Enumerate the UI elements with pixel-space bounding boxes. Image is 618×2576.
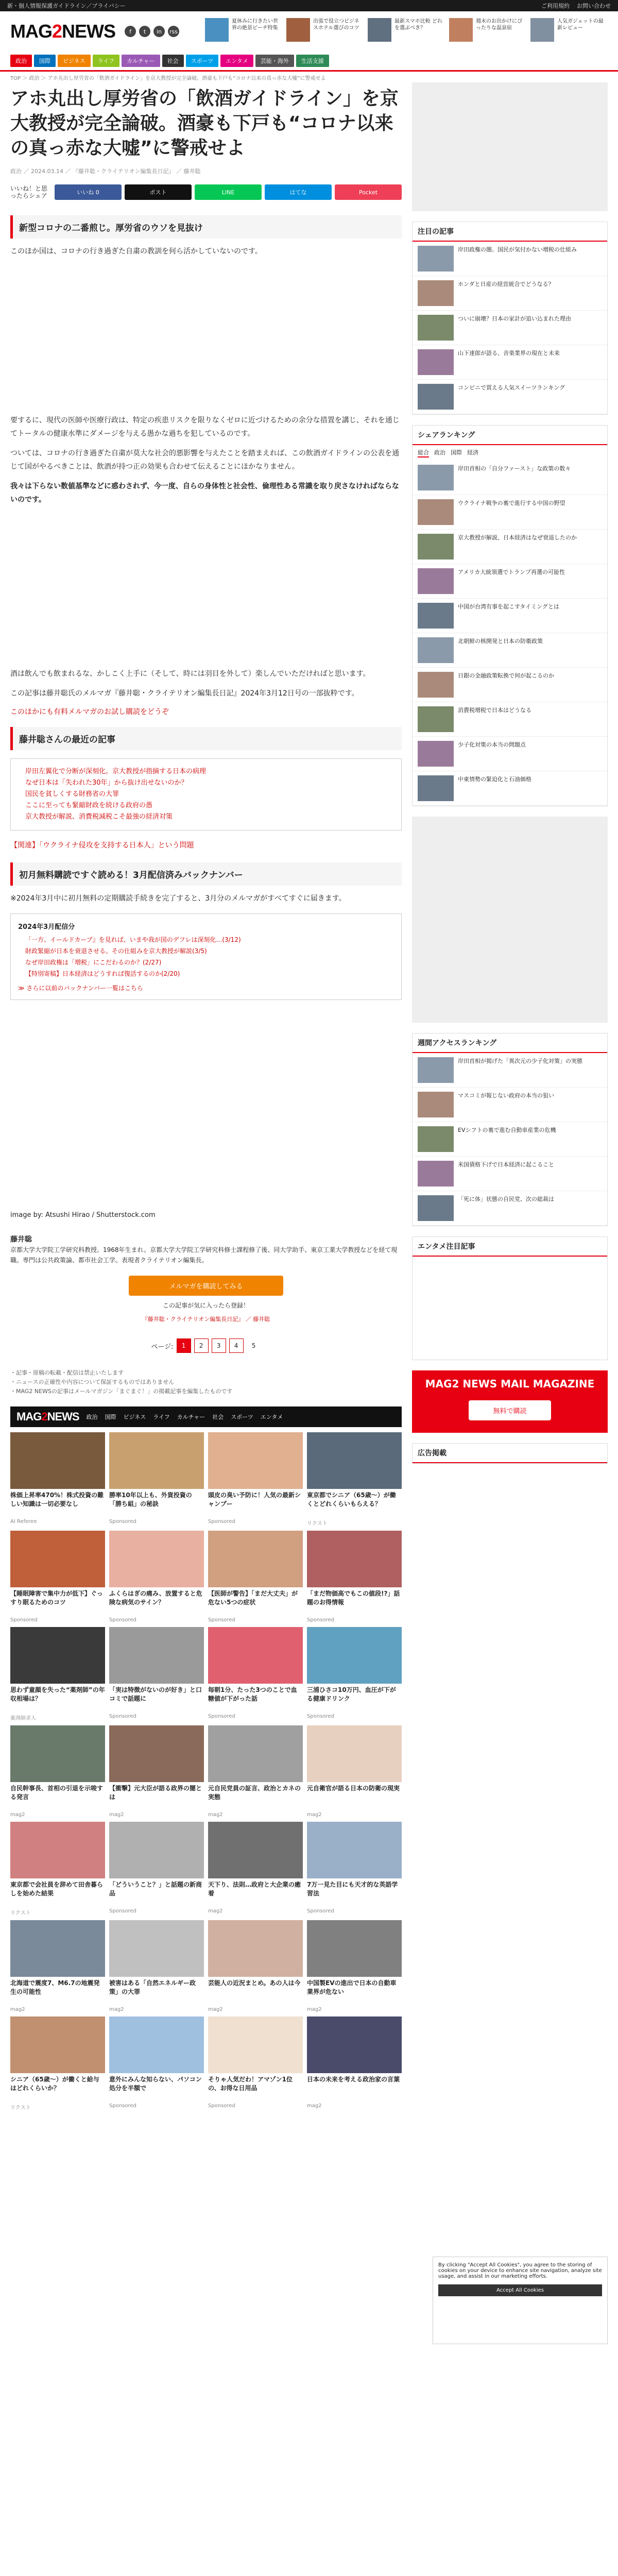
promo-item[interactable]: 週末のお出かけにぴったりな温泉宿 xyxy=(449,18,526,45)
card-image xyxy=(307,1432,402,1489)
twitter-icon[interactable]: t xyxy=(139,26,150,37)
card-image xyxy=(109,2016,204,2073)
tags-line[interactable]: 『藤井聡・クライテリオン編集長日記』 ／ 藤井聡 xyxy=(142,1316,270,1323)
nav-item[interactable]: ビジネス xyxy=(58,55,91,67)
x-share-button[interactable]: ポスト xyxy=(125,184,192,200)
grid-card[interactable] xyxy=(109,1627,204,1721)
ranking-tabs xyxy=(413,445,607,461)
card-source: mag2 xyxy=(307,2103,322,2109)
card-source: mag2 xyxy=(307,2007,322,2012)
grid-nav-item[interactable]: 政治 xyxy=(86,1414,98,1420)
card-title: 毎朝1分、たった3つのことで血糖値が下がった話 xyxy=(208,1686,297,1702)
card-title: 被害はある「自然エネルギー政策」の大罪 xyxy=(109,1979,196,1995)
share-label: いいね！と思ったらシェア xyxy=(10,185,48,199)
sidebar-article[interactable] xyxy=(413,702,607,737)
card-source: mag2 xyxy=(208,1812,223,1818)
subscribe-note: この記事が気に入ったら登録！ xyxy=(162,1302,249,1309)
card-image xyxy=(307,1920,402,1977)
recent-article-link[interactable]: 国民を貧しくする財務省の大罪 xyxy=(25,790,119,798)
card-title: 【衝撃】元大臣が語る政界の闇とは xyxy=(109,1785,202,1801)
card-image xyxy=(10,1822,105,1878)
ranking-tab[interactable]: 国際 xyxy=(451,449,462,456)
grid-card[interactable] xyxy=(307,1531,402,1623)
sidebar-thumb xyxy=(418,280,454,306)
sidebar-thumb xyxy=(418,315,454,341)
card-source: AI Referee xyxy=(10,1519,37,1524)
ranking-tab[interactable]: 政治 xyxy=(434,449,445,456)
grid-card[interactable] xyxy=(10,1627,105,1721)
page-link[interactable]: 2 xyxy=(194,1338,209,1353)
related-note[interactable]: 【関連】「ウクライナ侵攻を支持する日本人」という問題 xyxy=(10,841,194,850)
nav-item[interactable]: 生活支援 xyxy=(296,55,329,67)
card-source: Sponsored xyxy=(109,2103,136,2109)
card-title: 7万一見た目にも天才的な英語学習法 xyxy=(307,1881,398,1897)
pagination xyxy=(10,1338,402,1353)
nav-item[interactable]: 政治 xyxy=(10,55,32,67)
grid-nav-item[interactable]: スポーツ xyxy=(231,1414,253,1420)
site-logo[interactable]: MAG2NEWS xyxy=(10,21,116,42)
weekly-ranking-heading: 週間アクセスランキング xyxy=(413,1033,607,1053)
card-title: 【睡眠障害で集中力が低下】ぐっすり眠るためのコツ xyxy=(10,1590,103,1606)
notes xyxy=(10,1368,402,1396)
card-title: 天下り、法則…政府と大企業の癒着 xyxy=(208,1881,301,1897)
card-source: mag2 xyxy=(208,1908,223,1914)
sidebar-thumb xyxy=(418,603,454,629)
sidebar-thumb xyxy=(418,1126,454,1152)
card-source: mag2 xyxy=(307,1812,322,1818)
grid-card[interactable] xyxy=(307,2016,402,2111)
grid-card[interactable] xyxy=(10,1920,105,2012)
card-title: 自民幹事長、首相の引退を示唆する発言 xyxy=(10,1785,104,1801)
note-line: ・MAG2 NEWSの記事はメールマガジン「まぐまぐ！」の掲載記事を編集したものです xyxy=(10,1388,233,1395)
sidebar-article-title: 岸田首相が掲げた「異次元の少子化対策」の実態 xyxy=(458,1058,582,1064)
sidebar-thumb xyxy=(418,1057,454,1083)
page-link[interactable]: 3 xyxy=(212,1338,226,1353)
card-title: 元自民党員の証言、政治とカネの実態 xyxy=(208,1785,301,1801)
article-meta: 政治 ／ 2024.03.14 ／ 『藤井聡・クライテリオン編集長日記』 ／ 藤井聡 xyxy=(10,168,201,175)
sidebar-article-title: 岸田政権の闇。国民が気付かない増税の仕組み xyxy=(458,246,577,253)
sidebar-article[interactable] xyxy=(413,380,607,414)
article-grid xyxy=(10,1432,402,2111)
top-strip-text: 新・個人情報保護ガイドライン／プライバシー xyxy=(7,3,126,9)
grid-card[interactable] xyxy=(208,1531,303,1623)
page-link[interactable]: 5 xyxy=(251,1342,256,1349)
share-ranking-box xyxy=(412,425,608,806)
recent-article-link[interactable]: なぜ日本は「失われた30年」から抜け出せないのか？ xyxy=(25,779,188,787)
card-title: ふくらはぎの痛み、放置すると危険な病気のサイン？ xyxy=(109,1590,202,1606)
ad-heading: 広告掲載 xyxy=(413,1444,607,1463)
card-source: Sponsored xyxy=(10,1617,38,1623)
card-title: 思わず童顔を失った“薬剤師”の年収相場は？ xyxy=(10,1686,105,1702)
backnumber-box xyxy=(10,913,402,1000)
card-image xyxy=(10,1531,105,1587)
section-heading: 初月無料購読ですぐ読める！3月配信済みバックナンバー xyxy=(10,862,402,886)
card-source: リクスト xyxy=(307,1521,328,1527)
grid-card[interactable] xyxy=(208,1432,303,1527)
sidebar-article-title: コンビニで買える人気スイーツランキング xyxy=(458,384,565,391)
card-image xyxy=(208,1627,303,1684)
recent-articles-list xyxy=(10,758,402,831)
nav-item[interactable]: エンタメ xyxy=(220,55,253,67)
terms-link[interactable]: ご利用規約 xyxy=(541,3,570,9)
card-image xyxy=(10,1725,105,1782)
ad-embed xyxy=(10,513,402,667)
card-title: 「実は特徴がないのが好き」と口コミで話題に xyxy=(109,1686,202,1702)
promo-item[interactable]: 夏休みに行きたい世界の絶景ビーチ特集 xyxy=(205,18,282,45)
card-title: 株価上昇率470%！株式投資の難しい知識は一切必要なし xyxy=(10,1492,104,1507)
card-source: Sponsored xyxy=(307,1908,334,1914)
sidebar-article[interactable] xyxy=(413,564,607,599)
sidebar-ad xyxy=(412,817,608,1023)
grid-card[interactable] xyxy=(208,1725,303,1818)
section-heading: 新型コロナの二番煎じ。厚労省のウソを見抜け xyxy=(10,215,402,239)
rss-icon[interactable]: rss xyxy=(168,26,179,37)
grid-card[interactable] xyxy=(307,1920,402,2012)
grid-card[interactable] xyxy=(208,1822,303,1916)
article-main xyxy=(10,82,402,2111)
facebook-icon[interactable]: f xyxy=(125,26,136,37)
backnumber-item[interactable]: 財政緊縮が日本を衰退させる。その仕組みを京大教授が解説(3/5) xyxy=(25,947,207,955)
sidebar-article-title: 北朝鮮の核開発と日本の防衛政策 xyxy=(458,638,543,645)
sidebar-article-title: 京大教授が解説、日本経済はなぜ衰退したのか xyxy=(458,534,577,541)
site-header xyxy=(0,11,618,52)
card-source: Sponsored xyxy=(109,1908,136,1914)
sidebar-thumb xyxy=(418,637,454,663)
card-source: Sponsored xyxy=(307,1617,334,1623)
backnumber-list xyxy=(18,934,394,979)
trial-link[interactable]: このほかにも有料メルマガのお試し購読をどうぞ xyxy=(10,708,169,716)
sidebar-thumb xyxy=(418,499,454,525)
author-bio: 京都大学大学院工学研究科教授。1968年生まれ。京都大学大学院工学研究科修士課程修了後、同大学助手、東京工業大学教授などを経て現職。専門は公共政策論、都市社会工学。表現者クライテリオン編集長。 xyxy=(10,1246,398,1264)
sidebar-article-title: 「死に体」状態の自民党、次の総裁は xyxy=(458,1196,554,1202)
card-title: 元自衛官が語る日本の防衛の現実 xyxy=(307,1785,400,1792)
sidebar-article[interactable] xyxy=(413,1122,607,1157)
sidebar-article[interactable] xyxy=(413,311,607,345)
card-source: リクスト xyxy=(10,2105,31,2111)
card-source: 薬剤師求人 xyxy=(10,1716,36,1721)
sidebar-article[interactable] xyxy=(413,495,607,530)
card-image xyxy=(109,1627,204,1684)
card-image xyxy=(10,1432,105,1489)
card-title: 北海道で震度7、M6.7の地震発生の可能性 xyxy=(10,1979,100,1995)
weekly-ranking-box xyxy=(412,1033,608,1226)
card-image xyxy=(109,1920,204,1977)
grid-nav-item[interactable]: 国際 xyxy=(105,1414,116,1420)
card-title: 東京都で会社員を辞めて田舎暮らしを始めた結果 xyxy=(10,1881,104,1897)
grid-card[interactable] xyxy=(307,1822,402,1916)
top-strip xyxy=(0,0,618,11)
sidebar-article[interactable] xyxy=(413,668,607,702)
card-source: リクスト xyxy=(10,1910,31,1916)
line-share-button[interactable]: LINE xyxy=(195,184,262,200)
backnumber-item[interactable]: 「一方、イールドカーブ』を見れば、いまや我が国のデフレは深刻化…(3/12) xyxy=(25,936,241,943)
promo-item[interactable]: 出張で役立つビジネスホテル選びのコツ xyxy=(286,18,364,45)
sidebar-article-title: 山下達郎が語る、音楽業界の現在と未来 xyxy=(458,350,560,357)
card-source: Sponsored xyxy=(208,2103,235,2109)
card-image xyxy=(109,1725,204,1782)
cookie-text: By clicking "Accept All Cookies", you agree to the storing of cookies on your device to enhance site navigation, analyze site usage, and assist in our marketing efforts. xyxy=(438,2262,602,2279)
card-source: mag2 xyxy=(10,1812,25,1818)
social-links xyxy=(125,26,179,37)
card-image xyxy=(208,1432,303,1489)
card-title: そりゃ人気だわ！アマゾン1位の、お得な日用品 xyxy=(208,2076,293,2092)
section-heading: 藤井聡さんの最近の記事 xyxy=(10,727,402,750)
paragraph: 要するに、現代の医師や医療行政は、特定の疾患リスクを限りなくゼロに近づけるための余分な措置を講じ、それを通じてトータルの健康水準にダメージを与える愚かな過ちを犯しているのです。 xyxy=(10,416,400,438)
card-source: mag2 xyxy=(109,1812,124,1818)
card-image xyxy=(307,1531,402,1587)
share-bar xyxy=(10,184,402,200)
card-title: 「まだ物価高でもこの値段!?」話題のお得情報 xyxy=(307,1590,400,1606)
featured-box xyxy=(412,222,608,415)
card-image xyxy=(307,2016,402,2073)
sidebar-thumb xyxy=(418,384,454,410)
grid-nav xyxy=(87,1413,283,1421)
sidebar-thumb xyxy=(418,568,454,594)
sidebar-article-title: ウクライナ戦争の裏で進行する中国の野望 xyxy=(458,500,565,506)
sidebar-thumb xyxy=(418,672,454,698)
mail-magazine-box xyxy=(412,1370,608,1433)
card-image xyxy=(208,1725,303,1782)
card-title: 三浦ひさコ10万円、血圧が下がる健康ドリンク xyxy=(307,1686,396,1702)
sidebar-article[interactable] xyxy=(413,242,607,276)
note-line: ・記事・原稿の転載・配信は禁止いたします xyxy=(10,1369,124,1376)
card-image xyxy=(10,1920,105,1977)
sidebar-thumb xyxy=(418,465,454,490)
recent-article-link[interactable]: 京大教授が解説、消費税減税こそ最強の経済対策 xyxy=(25,813,173,821)
card-image xyxy=(10,1627,105,1684)
sidebar-thumb xyxy=(418,741,454,767)
card-title: 【医師が警告】「まだ大丈夫」が危ない5つの症状 xyxy=(208,1590,298,1606)
entertainment-heading: エンタメ注目記事 xyxy=(413,1237,607,1257)
nav-item[interactable]: 社会 xyxy=(162,55,184,67)
grid-nav-item[interactable]: ライフ xyxy=(153,1414,170,1420)
sidebar-article[interactable] xyxy=(413,737,607,771)
paragraph: 酒は飲んでも飲まれるな、かしこく上手に（そして、時には羽目を外して）楽しんでいただければと思います。 xyxy=(10,670,370,678)
main-nav xyxy=(0,52,618,72)
sidebar-thumb xyxy=(418,1161,454,1187)
grid-card[interactable] xyxy=(10,1822,105,1916)
paragraph: ついては、コロナの行き過ぎた自粛が莫大な社会的悪影響を与えたことを踏まえれば、この飲酒ガイドラインの公表を通じて国がやるべきことは、飲酒が持つ正の効果も合わせて伝えることにほかなりません。 xyxy=(10,449,400,471)
sidebar-article-title: ついに崩壊？日本の家計が追い込まれた理由 xyxy=(458,315,571,322)
card-source: Sponsored xyxy=(109,1617,136,1623)
card-image xyxy=(307,1627,402,1684)
mail-subscribe-button[interactable]: 無料で購読 xyxy=(469,1400,551,1420)
card-source: Sponsored xyxy=(208,1714,235,1719)
sidebar-article[interactable] xyxy=(413,1157,607,1191)
grid-card[interactable] xyxy=(109,1822,204,1916)
grid-header xyxy=(10,1406,402,1427)
card-image xyxy=(109,1822,204,1878)
entertainment-box xyxy=(412,1236,608,1360)
recent-article-link[interactable]: ここに至っても緊縮財政を続ける政府の愚 xyxy=(25,802,153,809)
nav-item[interactable]: 芸能・海外 xyxy=(255,55,294,67)
sidebar-thumb xyxy=(418,1195,454,1221)
sidebar-article-title: 中東情勢の緊迫化と石油価格 xyxy=(458,776,531,783)
ad-embed xyxy=(10,264,402,403)
grid-card[interactable] xyxy=(109,1531,204,1623)
card-image xyxy=(307,1725,402,1782)
grid-card[interactable] xyxy=(10,1531,105,1623)
card-source: mag2 xyxy=(109,2007,124,2012)
card-source: Sponsored xyxy=(208,1617,235,1623)
sidebar-article-title: アメリカ大統領選でトランプ再選の可能性 xyxy=(458,569,565,575)
sidebar-article[interactable] xyxy=(413,771,607,806)
sidebar-thumb xyxy=(418,775,454,801)
card-source: Sponsored xyxy=(109,1519,136,1524)
sidebar-article[interactable] xyxy=(413,633,607,668)
sidebar-article[interactable] xyxy=(413,345,607,380)
page-link[interactable]: 1 xyxy=(177,1338,191,1353)
sidebar-article-title: ホンダと日産の経営統合でどうなる？ xyxy=(458,281,554,287)
grid-card[interactable] xyxy=(307,1627,402,1721)
grid-logo[interactable]: MAG2NEWS xyxy=(16,1410,79,1423)
author-box xyxy=(10,1234,402,1265)
card-title: 意外にみんな知らない、パソコン処分を半額で xyxy=(109,2076,202,2092)
card-title: シニア（65歳～）が働くと給与はどれくらいか？ xyxy=(10,2076,99,2092)
sidebar-thumb xyxy=(418,349,454,375)
card-source: mag2 xyxy=(208,2007,223,2012)
card-source: mag2 xyxy=(10,2007,25,2012)
grid-nav-item[interactable]: 社会 xyxy=(212,1414,224,1420)
grid-card[interactable] xyxy=(109,2016,204,2111)
grid-card[interactable] xyxy=(208,1627,303,1721)
card-source: Sponsored xyxy=(109,1714,136,1719)
grid-nav-item[interactable]: ビジネス xyxy=(123,1414,146,1420)
grid-card[interactable] xyxy=(307,1432,402,1527)
card-image xyxy=(208,1531,303,1587)
grid-card[interactable] xyxy=(109,1920,204,2012)
grid-card[interactable] xyxy=(10,1432,105,1527)
grid-card[interactable] xyxy=(10,2016,105,2111)
paragraph: この記事は藤井聡氏のメルマガ『藤井聡・クライテリオン編集長日記』2024年3月12日号の一部抜粋です。 xyxy=(10,689,359,698)
sidebar-ad xyxy=(412,82,608,211)
card-image xyxy=(208,1920,303,1977)
breadcrumb: TOP ＞ 政治 ＞ アホ丸出し厚労省の「飲酒ガイドライン」を京大教授が完全論破。酒豪も下戸も“コロナ以来の真っ赤な大嘘”に警戒せよ xyxy=(10,76,326,81)
author-name: 藤井聡 xyxy=(10,1235,32,1244)
sidebar-article-title: 少子化対策の本当の問題点 xyxy=(458,741,526,748)
sidebar-thumb xyxy=(418,706,454,732)
card-image xyxy=(109,1531,204,1587)
sidebar-thumb xyxy=(418,534,454,560)
share-ranking-heading: シェアランキング xyxy=(413,426,607,445)
accept-cookies-button[interactable]: Accept All Cookies xyxy=(438,2284,602,2296)
pager-label: ページ: xyxy=(151,1343,174,1351)
sidebar-article-title: 日銀の金融政策転換で何が起こるのか xyxy=(458,672,554,679)
note-line: ・ニュースの正確性や内容について保証するものではありません xyxy=(10,1379,175,1385)
sidebar-article[interactable] xyxy=(413,599,607,633)
paragraph: ※2024年3月中に初月無料の定期購読手続きを完了すると、3月分のメルマガがすべてすぐに届きます。 xyxy=(10,894,346,903)
card-title: 中国製EVの進出で日本の自動車業界が危ない xyxy=(307,1979,397,1995)
sidebar-article[interactable] xyxy=(413,461,607,495)
backnumber-item[interactable]: 【特別寄稿】日本経済はどうすれば復活するのか(2/20) xyxy=(25,970,180,977)
promo-item[interactable]: 最新スマホ比較 どれを選ぶべき？ xyxy=(368,18,445,45)
backnumber-item[interactable]: なぜ岸田政権は「増税」にこだわるのか？(2/27) xyxy=(25,959,162,966)
backnumber-heading: 2024年3月配信分 xyxy=(18,923,75,931)
paragraph: 我々は下らない数値基準などに惑わされず、今一度、自らの身体性と社会性、倫理性ある常識を取り戻さなければならないのです。 xyxy=(10,482,399,504)
paragraph: このほか国は、コロナの行き過ぎた自粛の教訓を何ら活かしていないのです。 xyxy=(10,247,262,256)
mail-magazine-title: MAG2 NEWS MAIL MAGAZINE xyxy=(425,1378,595,1390)
grid-nav-item[interactable]: エンタメ xyxy=(260,1414,283,1420)
nav-item[interactable]: カルチャー xyxy=(122,55,160,67)
grid-card[interactable] xyxy=(208,1920,303,2012)
pocket-share-button[interactable]: Pocket xyxy=(335,184,402,200)
header-promos xyxy=(205,18,608,45)
card-title: 東京都でシニア（65歳～）が働くとどれくらいもらえる？ xyxy=(307,1492,396,1507)
hatena-share-button[interactable]: はてな xyxy=(265,184,332,200)
card-image xyxy=(109,1432,204,1489)
grid-nav-item[interactable]: カルチャー xyxy=(177,1414,205,1420)
grid-card[interactable] xyxy=(109,1725,204,1818)
page-link[interactable]: 4 xyxy=(229,1338,244,1353)
card-source: Sponsored xyxy=(307,1714,334,1719)
instagram-icon[interactable]: in xyxy=(153,26,165,37)
sidebar-article-title: 消費税増税で日本はどうなる xyxy=(458,707,531,714)
card-source: Sponsored xyxy=(208,1519,235,1524)
sidebar-article[interactable] xyxy=(413,1088,607,1122)
card-title: 勝率10年以上も、外貨投資の「勝ち組」の秘訣 xyxy=(109,1492,192,1507)
nav-item[interactable]: ライフ xyxy=(93,55,119,67)
sidebar xyxy=(412,82,608,1474)
sidebar-article-title: 米国債格下げで日本経済に起こること xyxy=(458,1161,554,1168)
ranking-tab[interactable]: 経済 xyxy=(467,449,478,456)
subscribe-button[interactable]: メルマガを購読してみる xyxy=(129,1276,283,1296)
facebook-share-button[interactable]: いいね 0 xyxy=(55,184,122,200)
grid-card[interactable] xyxy=(109,1432,204,1527)
card-title: 芸能人の近況まとめ。あの人は今 xyxy=(208,1979,301,1987)
backnumber-more-link[interactable]: ≫ さらに以前のバックナンバー一覧はこちら xyxy=(18,985,143,992)
sidebar-article[interactable] xyxy=(413,530,607,564)
promo-item[interactable]: 人気ガジェットの最新レビュー xyxy=(530,18,608,45)
contact-link[interactable]: お問い合わせ xyxy=(577,3,611,9)
card-image xyxy=(10,2016,105,2073)
sidebar-article-title: マスコミが報じない政府の本当の狙い xyxy=(458,1092,554,1099)
sidebar-article-title: 岸田首相の「自分ファースト」な政策の数々 xyxy=(458,465,571,472)
card-image xyxy=(307,1822,402,1878)
cookie-banner xyxy=(433,2257,608,2344)
sidebar-thumb xyxy=(418,246,454,272)
recent-article-link[interactable]: 岸田左翼化で分断が深刻化。京大教授が指摘する日本の病理 xyxy=(25,768,207,775)
card-image xyxy=(208,2016,303,2073)
article-title: アホ丸出し厚労省の「飲酒ガイドライン」を京大教授が完全論破。酒豪も下戸も“コロナ以来の真っ赤な大嘘”に警戒せよ xyxy=(10,88,399,159)
nav-item[interactable]: スポーツ xyxy=(186,55,219,67)
sidebar-article[interactable] xyxy=(413,1191,607,1226)
grid-card[interactable] xyxy=(208,2016,303,2111)
sidebar-article[interactable] xyxy=(413,276,607,311)
grid-card[interactable] xyxy=(10,1725,105,1818)
sidebar-article[interactable] xyxy=(413,1053,607,1088)
card-title: 頭皮の臭い予防に！人気の最新シャンプー xyxy=(208,1492,301,1507)
nav-item[interactable]: 国際 xyxy=(34,55,56,67)
grid-card[interactable] xyxy=(307,1725,402,1818)
article-image xyxy=(10,1008,402,1204)
featured-heading: 注目の記事 xyxy=(413,222,607,242)
ad-box xyxy=(412,1443,608,1464)
sidebar-article-title: EVシフトの裏で進む自動車産業の危機 xyxy=(458,1127,556,1133)
card-title: 日本の未来を考える政治家の言葉 xyxy=(307,2076,400,2083)
ranking-tab[interactable]: 総合 xyxy=(418,448,429,457)
card-title: 「どういうこと？」と話題の新商品 xyxy=(109,1881,202,1897)
sidebar-article-title: 中国が台湾有事を起こすタイミングとは xyxy=(458,603,560,610)
card-image xyxy=(208,1822,303,1878)
image-credit: image by: Atsushi Hirao / Shutterstock.com xyxy=(10,1211,156,1219)
sidebar-thumb xyxy=(418,1092,454,1117)
